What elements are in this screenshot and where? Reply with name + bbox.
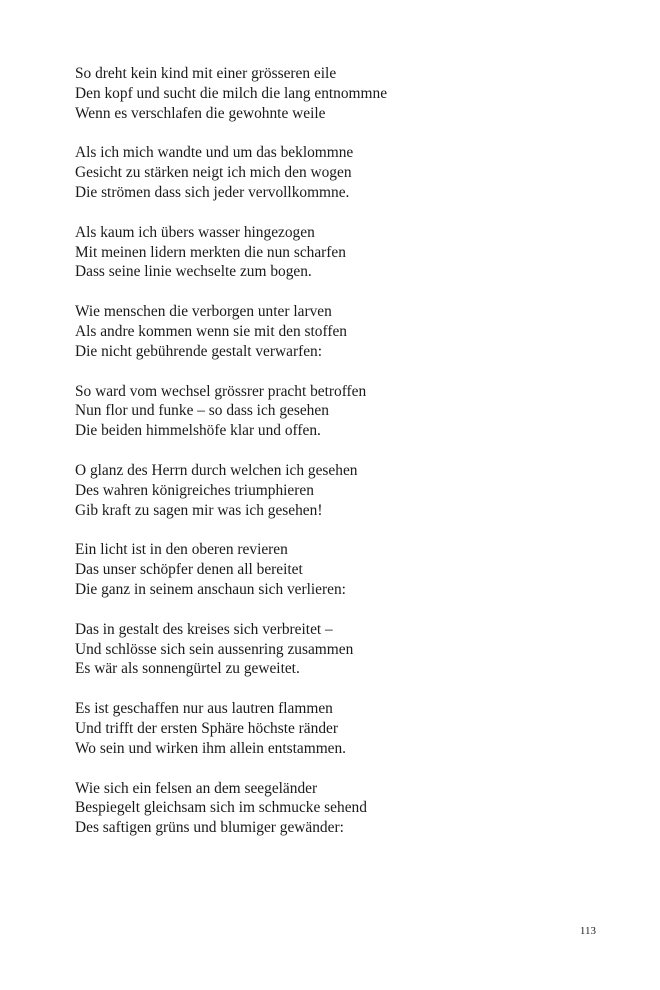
- verse-line: Dass seine linie wechselte zum bogen.: [75, 263, 312, 281]
- verse-line: Des saftigen grüns und blumiger gewänder:: [75, 819, 344, 837]
- verse-line: Nun flor und funke – so dass ich gesehen: [75, 402, 329, 420]
- verse-line: Die beiden himmelshöfe klar und offen.: [75, 422, 321, 440]
- verse-line: Bespiegelt gleichsam sich im schmucke sehend: [75, 799, 367, 817]
- stanza-7: [75, 540, 615, 599]
- verse-line: Es ist geschaffen nur aus lautren flammen: [75, 700, 333, 718]
- stanza-4: [75, 302, 615, 361]
- page-number: 113: [579, 925, 596, 937]
- verse-line: So ward vom wechsel grössrer pracht betroffen: [75, 382, 367, 400]
- verse-line: Wie menschen die verborgen unter larven: [75, 303, 332, 321]
- verse-line: Und schlösse sich sein aussenring zusammen: [75, 640, 354, 658]
- verse-line: Als ich mich wandte und um das beklommne: [75, 144, 354, 162]
- verse-line: Das unser schöpfer denen all bereitet: [75, 561, 303, 579]
- verse-line: Die strömen dass sich jeder vervollkommne.: [75, 183, 350, 201]
- verse-line: Ein licht ist in den oberen revieren: [75, 541, 288, 559]
- verse-line: Wie sich ein felsen an dem seegeländer: [75, 779, 318, 797]
- verse-line: Die nicht gebührende gestalt verwarfen:: [75, 342, 323, 360]
- verse-line: Den kopf und sucht die milch die lang entnommne: [75, 84, 388, 102]
- stanza-2: [75, 143, 615, 202]
- verse-line: Das in gestalt des kreises sich verbreitet –: [75, 620, 333, 638]
- verse-line: Mit meinen lidern merkten die nun scharfen: [75, 243, 346, 261]
- verse-line: Und trifft der ersten Sphäre höchste ränder: [75, 719, 338, 737]
- stanza-8: [75, 620, 615, 679]
- stanza-5: [75, 382, 615, 441]
- verse-line: Es wär als sonnengürtel zu geweitet.: [75, 660, 300, 678]
- stanza-1: [75, 64, 615, 123]
- verse-line: Die ganz in seinem anschaun sich verlieren:: [75, 580, 346, 598]
- stanza-3: [75, 223, 615, 282]
- stanza-10: [75, 779, 615, 838]
- verse-line: Als andre kommen wenn sie mit den stoffen: [75, 322, 347, 340]
- verse-line: Gesicht zu stärken neigt ich mich den wogen: [75, 164, 352, 182]
- stanza-9: [75, 699, 615, 758]
- verse-line: Wo sein und wirken ihm allein entstammen.: [75, 739, 347, 757]
- verse-line: Gib kraft zu sagen mir was ich gesehen!: [75, 501, 323, 519]
- verse-line: O glanz des Herrn durch welchen ich gesehen: [75, 461, 358, 479]
- verse-line: Als kaum ich übers wasser hingezogen: [75, 223, 315, 241]
- verse-line: So dreht kein kind mit einer grösseren eile: [75, 65, 337, 82]
- poem-body: [75, 64, 615, 858]
- verse-line: Des wahren königreiches triumphieren: [75, 481, 314, 499]
- verse-line: Wenn es verschlafen die gewohnte weile: [75, 104, 326, 122]
- stanza-6: [75, 461, 615, 520]
